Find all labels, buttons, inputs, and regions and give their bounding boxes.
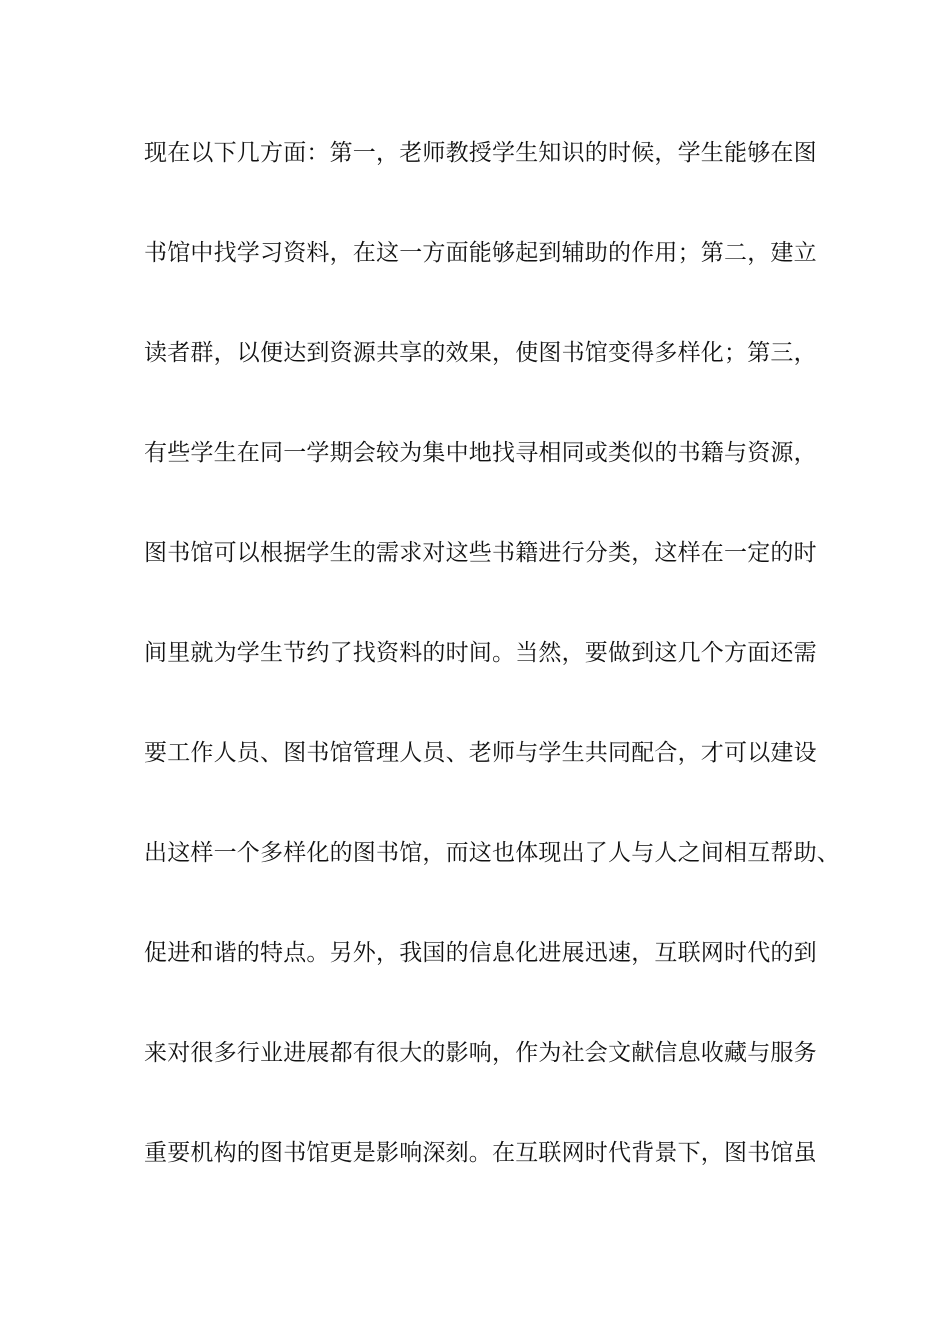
text-line: 间里就为学生节约了找资料的时间。当然，要做到这几个方面还需 xyxy=(144,640,817,666)
body-paragraph xyxy=(144,130,840,1230)
text-line: 出这样一个多样化的图书馆，而这也体现出了人与人之间相互帮助、 xyxy=(144,840,840,866)
text-line: 重要机构的图书馆更是影响深刻。在互联网时代背景下，图书馆虽 xyxy=(144,1140,817,1166)
text-line: 有些学生在同一学期会较为集中地找寻相同或类似的书籍与资源， xyxy=(144,440,817,466)
text-line: 促进和谐的特点。另外，我国的信息化进展迅速，互联网时代的到 xyxy=(144,940,817,966)
text-line: 读者群，以便达到资源共享的效果，使图书馆变得多样化；第三， xyxy=(144,340,817,366)
text-line: 图书馆可以根据学生的需求对这些书籍进行分类，这样在一定的时 xyxy=(144,540,817,566)
text-line: 来对很多行业进展都有很大的影响，作为社会文献信息收藏与服务 xyxy=(144,1040,817,1066)
text-line: 要工作人员、图书馆管理人员、老师与学生共同配合，才可以建设 xyxy=(144,740,817,766)
text-line: 现在以下几方面：第一，老师教授学生知识的时候，学生能够在图 xyxy=(144,140,817,166)
text-line: 书馆中找学习资料，在这一方面能够起到辅助的作用；第二，建立 xyxy=(144,240,817,266)
